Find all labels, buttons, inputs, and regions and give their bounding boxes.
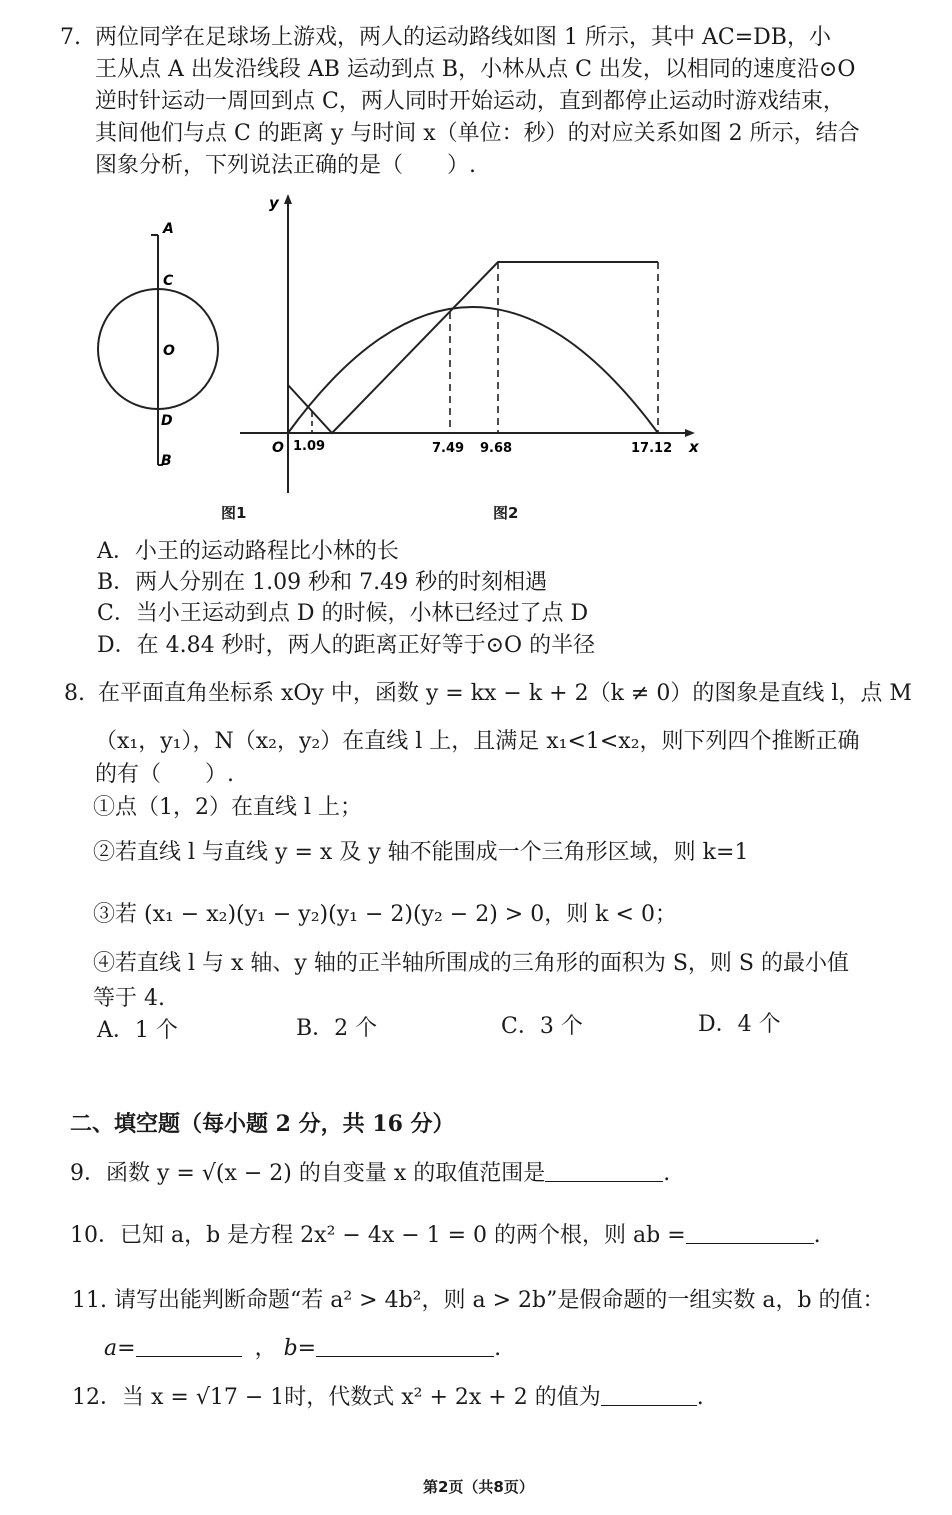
xiaolin-arc-curve xyxy=(288,307,658,433)
q8-option-c[interactable]: C．3 个 xyxy=(501,1014,583,1039)
q7-option-c[interactable]: C．当小王运动到点 D 的时候，小林已经过了点 D xyxy=(97,601,589,626)
section-2-title: 二、填空题（每小题 2 分，共 16 分） xyxy=(70,1111,455,1137)
q8-statement-4b: 等于 4. xyxy=(93,986,165,1011)
tick-7-49: 7.49 xyxy=(432,441,465,456)
q8-option-a[interactable]: A．1 个 xyxy=(97,1018,178,1043)
q8-line-1: 在平面直角坐标系 xOy 中，函数 y = kx − k + 2（k ≠ 0）的图象是直线 l，点 M xyxy=(98,681,912,706)
q10-text: 10．已知 a，b 是方程 2x² − 4x − 1 = 0 的两个根，则 ab = xyxy=(70,1223,686,1248)
q12-text: 12．当 x = √17 − 1时，代数式 x² + 2x + 2 的值为 xyxy=(72,1385,601,1410)
q12-answer-blank[interactable] xyxy=(601,1383,697,1406)
figure-2-graph xyxy=(235,190,710,495)
q12-prompt xyxy=(72,1382,704,1414)
q11-b-label: b= xyxy=(283,1336,317,1361)
q10-answer-blank[interactable] xyxy=(686,1221,814,1244)
q7-option-d[interactable]: D．在 4.84 秒时，两人的距离正好等于⊙O 的半径 xyxy=(97,633,596,658)
q8-option-b[interactable]: B．2 个 xyxy=(296,1016,378,1041)
label-a: A xyxy=(163,221,174,237)
tick-17-12: 17.12 xyxy=(631,441,673,456)
q8-statement-3: ③若 (x₁ − x₂)(y₁ − y₂)(y₁ − 2)(y₂ − 2) > 0，则 k < 0； xyxy=(93,902,677,927)
y-axis-arrow xyxy=(284,194,292,204)
label-b: B xyxy=(161,453,172,469)
origin-label: O xyxy=(272,440,284,456)
q7-line-5: 图象分析，下列说法正确的是（ ）. xyxy=(95,153,476,178)
tick-9-68: 9.68 xyxy=(480,441,513,456)
q7-line-4: 其间他们与点 C 的距离 y 与时间 x（单位：秒）的对应关系如图 2 所示，结合 xyxy=(95,121,860,146)
figure-1-circle-diagram xyxy=(85,215,235,480)
q7-line-3: 逆时针运动一周回到点 C，两人同时开始运动，直到都停止运动时游戏结束， xyxy=(95,89,845,114)
q9-answer-blank[interactable] xyxy=(545,1159,663,1182)
q8-option-d[interactable]: D．4 个 xyxy=(698,1012,781,1037)
page-footer: 第2页（共8页） xyxy=(423,1478,534,1496)
q8-line-3: 的有（ ）. xyxy=(95,762,234,787)
q8-statement-2: ②若直线 l 与直线 y = x 及 y 轴不能围成一个三角形区域，则 k=1 xyxy=(93,840,749,865)
q11-prompt: 11. 请写出能判断命题“若 a² > 4b²，则 a > 2b”是假命题的一组实数 a，b 的值： xyxy=(72,1288,885,1313)
q12-end: . xyxy=(696,1385,704,1410)
axis-label-y: y xyxy=(269,194,279,212)
q8-statement-4a: ④若直线 l 与 x 轴、y 轴的正半轴所围成的三角形的面积为 S，则 S 的最小值 xyxy=(93,951,849,976)
q11-a-label: a= xyxy=(104,1336,136,1361)
q10-end: . xyxy=(813,1223,821,1248)
q8-statement-1: ①点（1，2）在直线 l 上； xyxy=(93,795,363,820)
q10-prompt xyxy=(70,1220,821,1252)
q9-end: . xyxy=(663,1161,671,1186)
q7-number: 7. xyxy=(60,25,81,50)
label-o: O xyxy=(163,343,175,359)
q8-number: 8. xyxy=(64,681,85,706)
q11-a-blank[interactable] xyxy=(136,1334,242,1357)
q7-option-b[interactable]: B．两人分别在 1.09 秒和 7.49 秒的时刻相遇 xyxy=(97,570,548,595)
label-d: D xyxy=(161,413,173,429)
figure-2-caption: 图2 xyxy=(493,504,519,522)
q11-end: . xyxy=(494,1336,502,1361)
q7-option-a[interactable]: A．小王的运动路程比小林的长 xyxy=(97,539,399,564)
q11-separator: ， xyxy=(254,1336,277,1361)
tick-1-09: 1.09 xyxy=(293,439,326,454)
label-c: C xyxy=(163,273,174,289)
axis-label-x: x xyxy=(689,438,699,456)
q11-b-blank[interactable] xyxy=(316,1334,494,1357)
figure-1-caption: 图1 xyxy=(221,504,247,522)
q9-prompt xyxy=(70,1158,670,1190)
x-axis-arrow xyxy=(685,429,695,437)
q8-line-2: （x₁，y₁），N（x₂，y₂）在直线 l 上，且满足 x₁<1<x₂，则下列四个推断正确 xyxy=(95,729,860,754)
q11-answer-line xyxy=(104,1333,501,1365)
q9-text: 9．函数 y = √(x − 2) 的自变量 x 的取值范围是 xyxy=(70,1161,546,1186)
xiaowang-path-curve xyxy=(288,262,658,433)
q7-line-2: 王从点 A 出发沿线段 AB 运动到点 B，小林从点 C 出发，以相同的速度沿⊙O xyxy=(95,57,856,82)
q7-line-1: 两位同学在足球场上游戏，两人的运动路线如图 1 所示，其中 AC=DB，小 xyxy=(95,25,831,50)
